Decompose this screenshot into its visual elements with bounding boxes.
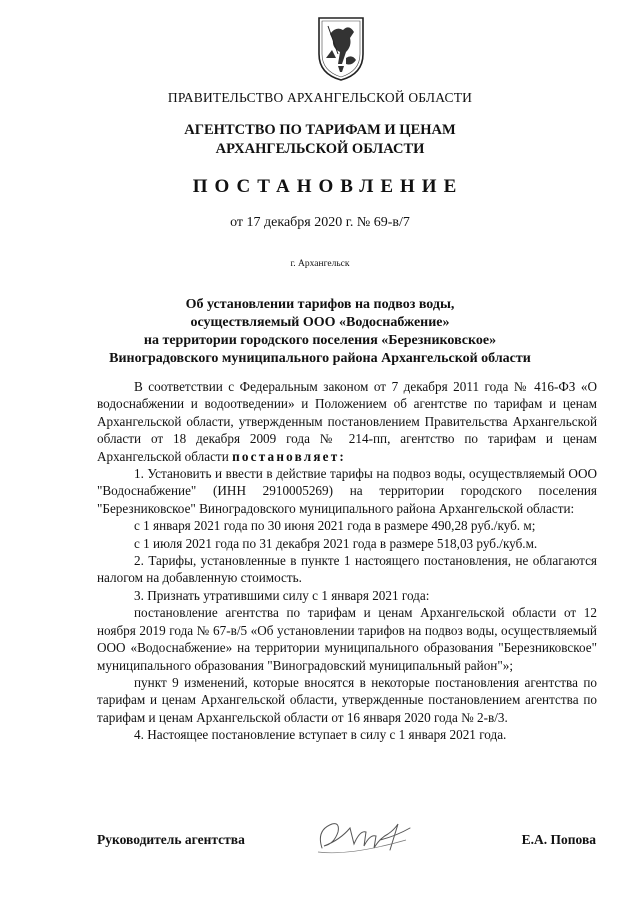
paragraph-3a: постановление агентства по тарифам и ценам Архангельской области от 12 ноября 2019 года № 67-в/5 «Об установлении тарифов на подвоз воды, осуществляемый ООО «Водоснабжение» на территории муниципального образования "Березниковское" муниципального образования "Виноградовский муниципальный район"»; [97,605,597,673]
paragraph-2: 2. Тарифы, установленные в пункте 1 настоящего постановления, не облагаются налогом на добавленную стоимость. [97,553,597,586]
agency-title-line2: АРХАНГЕЛЬСКОЙ ОБЛАСТИ [215,141,425,157]
subject-line1: Об установлении тарифов на подвоз воды, [185,297,455,312]
agency-title-line1: АГЕНТСТВО ПО ТАРИФАМ И ЦЕНАМ [184,122,456,138]
coat-of-arms-icon [316,14,366,82]
subject-line2: осуществляемый ООО «Водоснабжение» [190,315,450,330]
paragraph-1b: с 1 июля 2021 года по 31 декабря 2021 года в размере 518,03 руб./куб.м. [134,535,538,551]
paragraph-4: 4. Настоящее постановление вступает в силу с 1 января 2021 года. [134,727,507,743]
agency-title [0,121,640,159]
intro-keyword: постановляет: [232,448,347,464]
government-title: ПРАВИТЕЛЬСТВО АРХАНГЕЛЬСКОЙ ОБЛАСТИ [167,90,473,105]
document-body [97,378,597,744]
subject-line4: Виноградовского муниципального района Архангельской области [109,351,531,366]
handwritten-signature [310,810,420,860]
date-number: от 17 декабря 2020 г. № 69-в/7 [230,215,410,230]
paragraph-1a: с 1 января 2021 года по 30 июня 2021 года в размере 490,28 руб./куб. м; [134,518,536,534]
paragraph-3b: пункт 9 изменений, которые вносятся в некоторые постановления агентства по тарифам и ценам Архангельской области, утвержденные постановлением агентства по тарифам и ценам Архангельской области от 16 января 2020 года № 2-в/3. [97,674,597,725]
subject-heading [0,296,640,368]
intro-text: В соответствии с Федеральным законом от 7 декабря 2011 года № 416-ФЗ «О водоснабжении и водоотведении» и Положением об агентстве по тарифам и ценам Архангельской области, утвержденным постановлением Правительства Архангельской области от 18 декабря 2009 года № 214-пп, агентство по тарифам и ценам Архангельской области [97,379,597,464]
signatory-title: Руководитель агентства [97,832,245,847]
paragraph-intro [97,378,597,465]
signatory-name: Е.А. Попова [521,832,596,847]
paragraph-1: 1. Установить и ввести в действие тарифы на подвоз воды, осуществляемый ООО "Водоснабжение" (ИНН 2910005269) на территории городского поселения "Березниковское" Виноградовского муниципального района Архангельской области: [97,466,597,516]
paragraph-3: 3. Признать утратившими силу с 1 января 2021 года: [134,587,430,603]
subject-line3: на территории городского поселения «Березниковское» [143,333,497,348]
document-type: ПОСТАНОВЛЕНИЕ [192,176,464,197]
city: г. Архангельск [290,259,350,269]
